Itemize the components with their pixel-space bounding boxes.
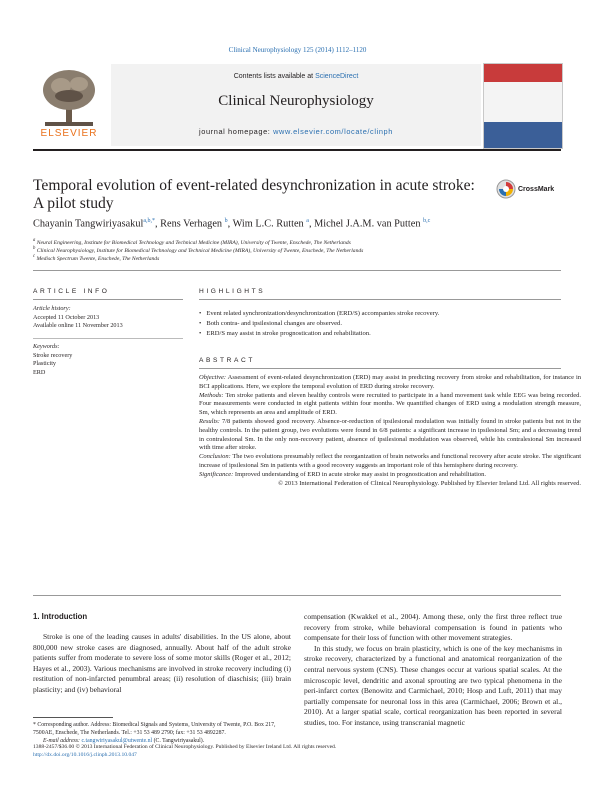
intro-right-column: [304, 612, 562, 729]
objective-label: Objective:: [199, 374, 227, 381]
abstract-end-divider: [33, 595, 561, 596]
affiliation: [33, 254, 573, 262]
abstract-copyright: © 2013 International Federation of Clinical Neurophysiology. Published by Elsevier Ireland Ltd. All rights reserved.: [278, 479, 581, 487]
author-affil-sup[interactable]: a,b,*: [143, 218, 156, 224]
author-name: Chayanin Tangwiriyasakul: [33, 218, 144, 230]
abstract-results: [199, 418, 581, 453]
affiliation-text: Medisch Spectrum Twente, Enschede, The Netherlands: [36, 255, 160, 262]
abstract-significance: [199, 471, 581, 480]
keywords-divider: [33, 338, 183, 339]
keywords-block: [33, 343, 183, 377]
article-info-heading: ARTICLE INFO: [33, 288, 110, 295]
abstract-objective: [199, 374, 581, 392]
email-suffix: (C. Tangwiriyasakul).: [153, 738, 205, 744]
abstract-methods: [199, 392, 581, 418]
affiliation-key: a: [33, 238, 36, 243]
journal-title: Clinical Neurophysiology: [218, 93, 374, 109]
intro-left-column: [33, 632, 291, 696]
corresponding-author-note: * Corresponding author. Address: Biomedical Signals and Systems, University of Twente, P.O. Box 217, 7500AE, Enschede, The Netherlands. Tel.: +31 53 489 2790; fax: +31 53 4892287.: [33, 722, 276, 736]
highlight-item: • ERD/S may assist in stroke prognostication and rehabilitation.: [199, 329, 559, 339]
intro-heading: 1. Introduction: [33, 612, 88, 621]
results-label: Results:: [199, 417, 220, 425]
methods-text: Ten stroke patients and eleven healthy controls were recruited to participate in a hand movement task while EEG was being recorded. Four measurements were conducted in eight patients within four months. We quantified changes of ERD using a modulation strength measure, Sm, which represents an area and amplitude of ERD.: [199, 391, 581, 417]
methods-label: Methods:: [199, 391, 224, 399]
affiliation: [33, 246, 573, 254]
keywords-label: Keywords:: [33, 343, 60, 350]
journal-reference[interactable]: Clinical Neurophysiology 125 (2014) 1112–1120: [228, 46, 367, 54]
article-history: [33, 305, 183, 331]
significance-text: Improved understanding of ERD in acute stroke may assist in prognostication and rehabilitation.: [234, 470, 487, 478]
keyword: ERD: [33, 368, 46, 376]
accepted-date: Accepted 11 October 2013: [33, 313, 100, 321]
author-affil-sup[interactable]: b,c: [423, 218, 431, 224]
elsevier-tree-logo: [33, 66, 105, 130]
crossmark-icon[interactable]: [496, 179, 516, 204]
highlight-item: • Both contra- and ipsilesional changes are observed.: [199, 319, 559, 329]
abstract-divider: [199, 368, 561, 369]
abstract-body: [199, 374, 581, 488]
journal-homepage-line: [111, 127, 481, 136]
title-line-2: A pilot study: [33, 195, 114, 212]
author-list: Chayanin Tangwiriyasakul$^{a,b,*}$, Rens Verhagen $^b$, Wim L.C. Rutten $^a$, Michel J.A.M. van Putten $^{b,c}$: [33, 218, 431, 230]
title-line-1: Temporal evolution of event-related desynchronization in acute stroke:: [33, 177, 475, 194]
author-name: Rens Verhagen: [160, 218, 223, 230]
email-link[interactable]: c.tangwiriyasakul@utwente.nl: [81, 738, 153, 744]
affiliation-text: Neural Engineering, Institute for Biomedical Technology and Technical Medicine (MIRA), University of Twente, Enschede, The Netherlands: [36, 239, 351, 246]
online-date: Available online 11 November 2013: [33, 322, 123, 329]
highlights-divider: [199, 299, 561, 300]
keyword: Plasticity: [33, 360, 57, 367]
homepage-link[interactable]: www.elsevier.com/locate/clinph: [273, 127, 393, 136]
crossmark-label[interactable]: CrossMark: [518, 186, 555, 193]
contents-prefix: Contents lists available at: [233, 73, 314, 80]
abstract-conclusion: [199, 453, 581, 471]
intro-paragraph: In this study, we focus on brain plasticity, which is one of the key mechanisms in stroke recovery, characterized by a functional and anatomical reorganization of the central nervous system (CNS). These changes occur at various spatial scales. At the microscopic level, dendritic and axonal sprouting are two typical phenomena in the peri-infarct cortex (Benowitz and Carmichael, 2010; Hosp and Luft, 2011) that may partially compensate for neuronal loss in this area (Carmichael, 2006; Brown et al., 2010). At a larger spatial scale, cortical reorganization has been reported in several studies, too. For instance, using transcranial magnetic: [304, 643, 562, 727]
header-divider: [33, 149, 561, 151]
highlights-list: [199, 309, 559, 340]
affiliation-text: Clinical Neurophysiology, Institute for Biomedical Technology and Technical Medicine (MIRA), University of Twente, Enschede, The Netherlands: [36, 247, 364, 254]
article-title: [33, 177, 483, 213]
authors-divider: [33, 270, 561, 271]
affiliation: [33, 238, 573, 246]
author-name: Michel J.A.M. van Putten: [314, 218, 421, 230]
intro-paragraph: compensation (Kwakkel et al., 2004). Among these, only the first three reflect true recovery from stroke, while behavioral compensation is found in patients who compensate for their loss of function with other movement strategies.: [304, 612, 562, 643]
publisher-logo-text: ELSEVIER: [40, 128, 98, 139]
author-affil-sup[interactable]: a: [306, 218, 309, 224]
email-label: E-mail address:: [43, 738, 80, 744]
intro-paragraph: Stroke is one of the leading causes in adults' disabilities. In the US alone, about 800,000 new stroke cases are diagnosed, annually. About half of the adult stroke patients suffer from moderate to severe loss of some motor skills (Roger et al., 2012; Hayes et al., 2003). Various mechanisms are involved in stroke recovery including (i) restitution of non-infarcted penumbral areas; (ii) resolution of diaschisis; (iii) brain plasticity; and (iv) behavioral: [33, 632, 291, 694]
highlights-heading: HIGHLIGHTS: [199, 288, 266, 295]
homepage-prefix: journal homepage:: [199, 127, 271, 136]
journal-cover-image: [483, 63, 563, 149]
copyright-issn-line: 1388-2457/$36.00 © 2013 International Federation of Clinical Neurophysiology. Published by Elsevier Ireland Ltd. All rights reserved.: [33, 744, 337, 750]
doi-link[interactable]: http://dx.doi.org/10.1016/j.clinph.2013.10.047: [33, 752, 137, 758]
footnote: [33, 721, 291, 745]
abstract-heading: ABSTRACT: [199, 357, 255, 364]
author-affil-sup[interactable]: b: [224, 218, 228, 224]
keyword: Stroke recovery: [33, 351, 73, 359]
footnote-divider: [33, 717, 113, 718]
highlight-item: • Event related synchronization/desynchronization (ERD/S) accompanies stroke recovery.: [199, 309, 559, 319]
article-info-divider: [33, 299, 183, 300]
objective-text: Assessment of event-related desynchronization (ERD) may assist in predicting recovery from stroke and rehabilitation, for instance in BCI applications. Here, we explore the temporal evolution of ERD during stroke recovery.: [199, 374, 581, 390]
conclusion-label: Conclusion:: [199, 453, 231, 461]
results-text: 7/8 patients showed good recovery. Absence-or-reduction of ipsilesional modulation was initially found in stroke patients but not in the healthy controls. In the patient group, two evolutions were found in 6/8 patients: a significant increase in ipsilesional Sm; and a decreasing trend in contralesional Sm. In the only non-recovery patient, absence of ipsilesional modulation was observed, while his contralesional Sm increased with time after stroke.: [199, 417, 581, 452]
author-name: Wim L.C. Rutten: [232, 218, 304, 230]
significance-label: Significance:: [199, 470, 234, 478]
conclusion-text: The two evolutions presumably reflect the reorganization of brain networks and functional recovery after acute stroke. The significant increase of ipsilesional Sm in patients with a good recovery suggests an important role of this hemisphere during recovery.: [199, 453, 582, 469]
contents-available-line: [111, 73, 481, 80]
sciencedirect-link[interactable]: ScienceDirect: [315, 73, 359, 80]
affiliation-key: c: [33, 254, 36, 259]
history-label: Article history:: [33, 305, 71, 312]
affiliation-key: b: [33, 246, 36, 251]
